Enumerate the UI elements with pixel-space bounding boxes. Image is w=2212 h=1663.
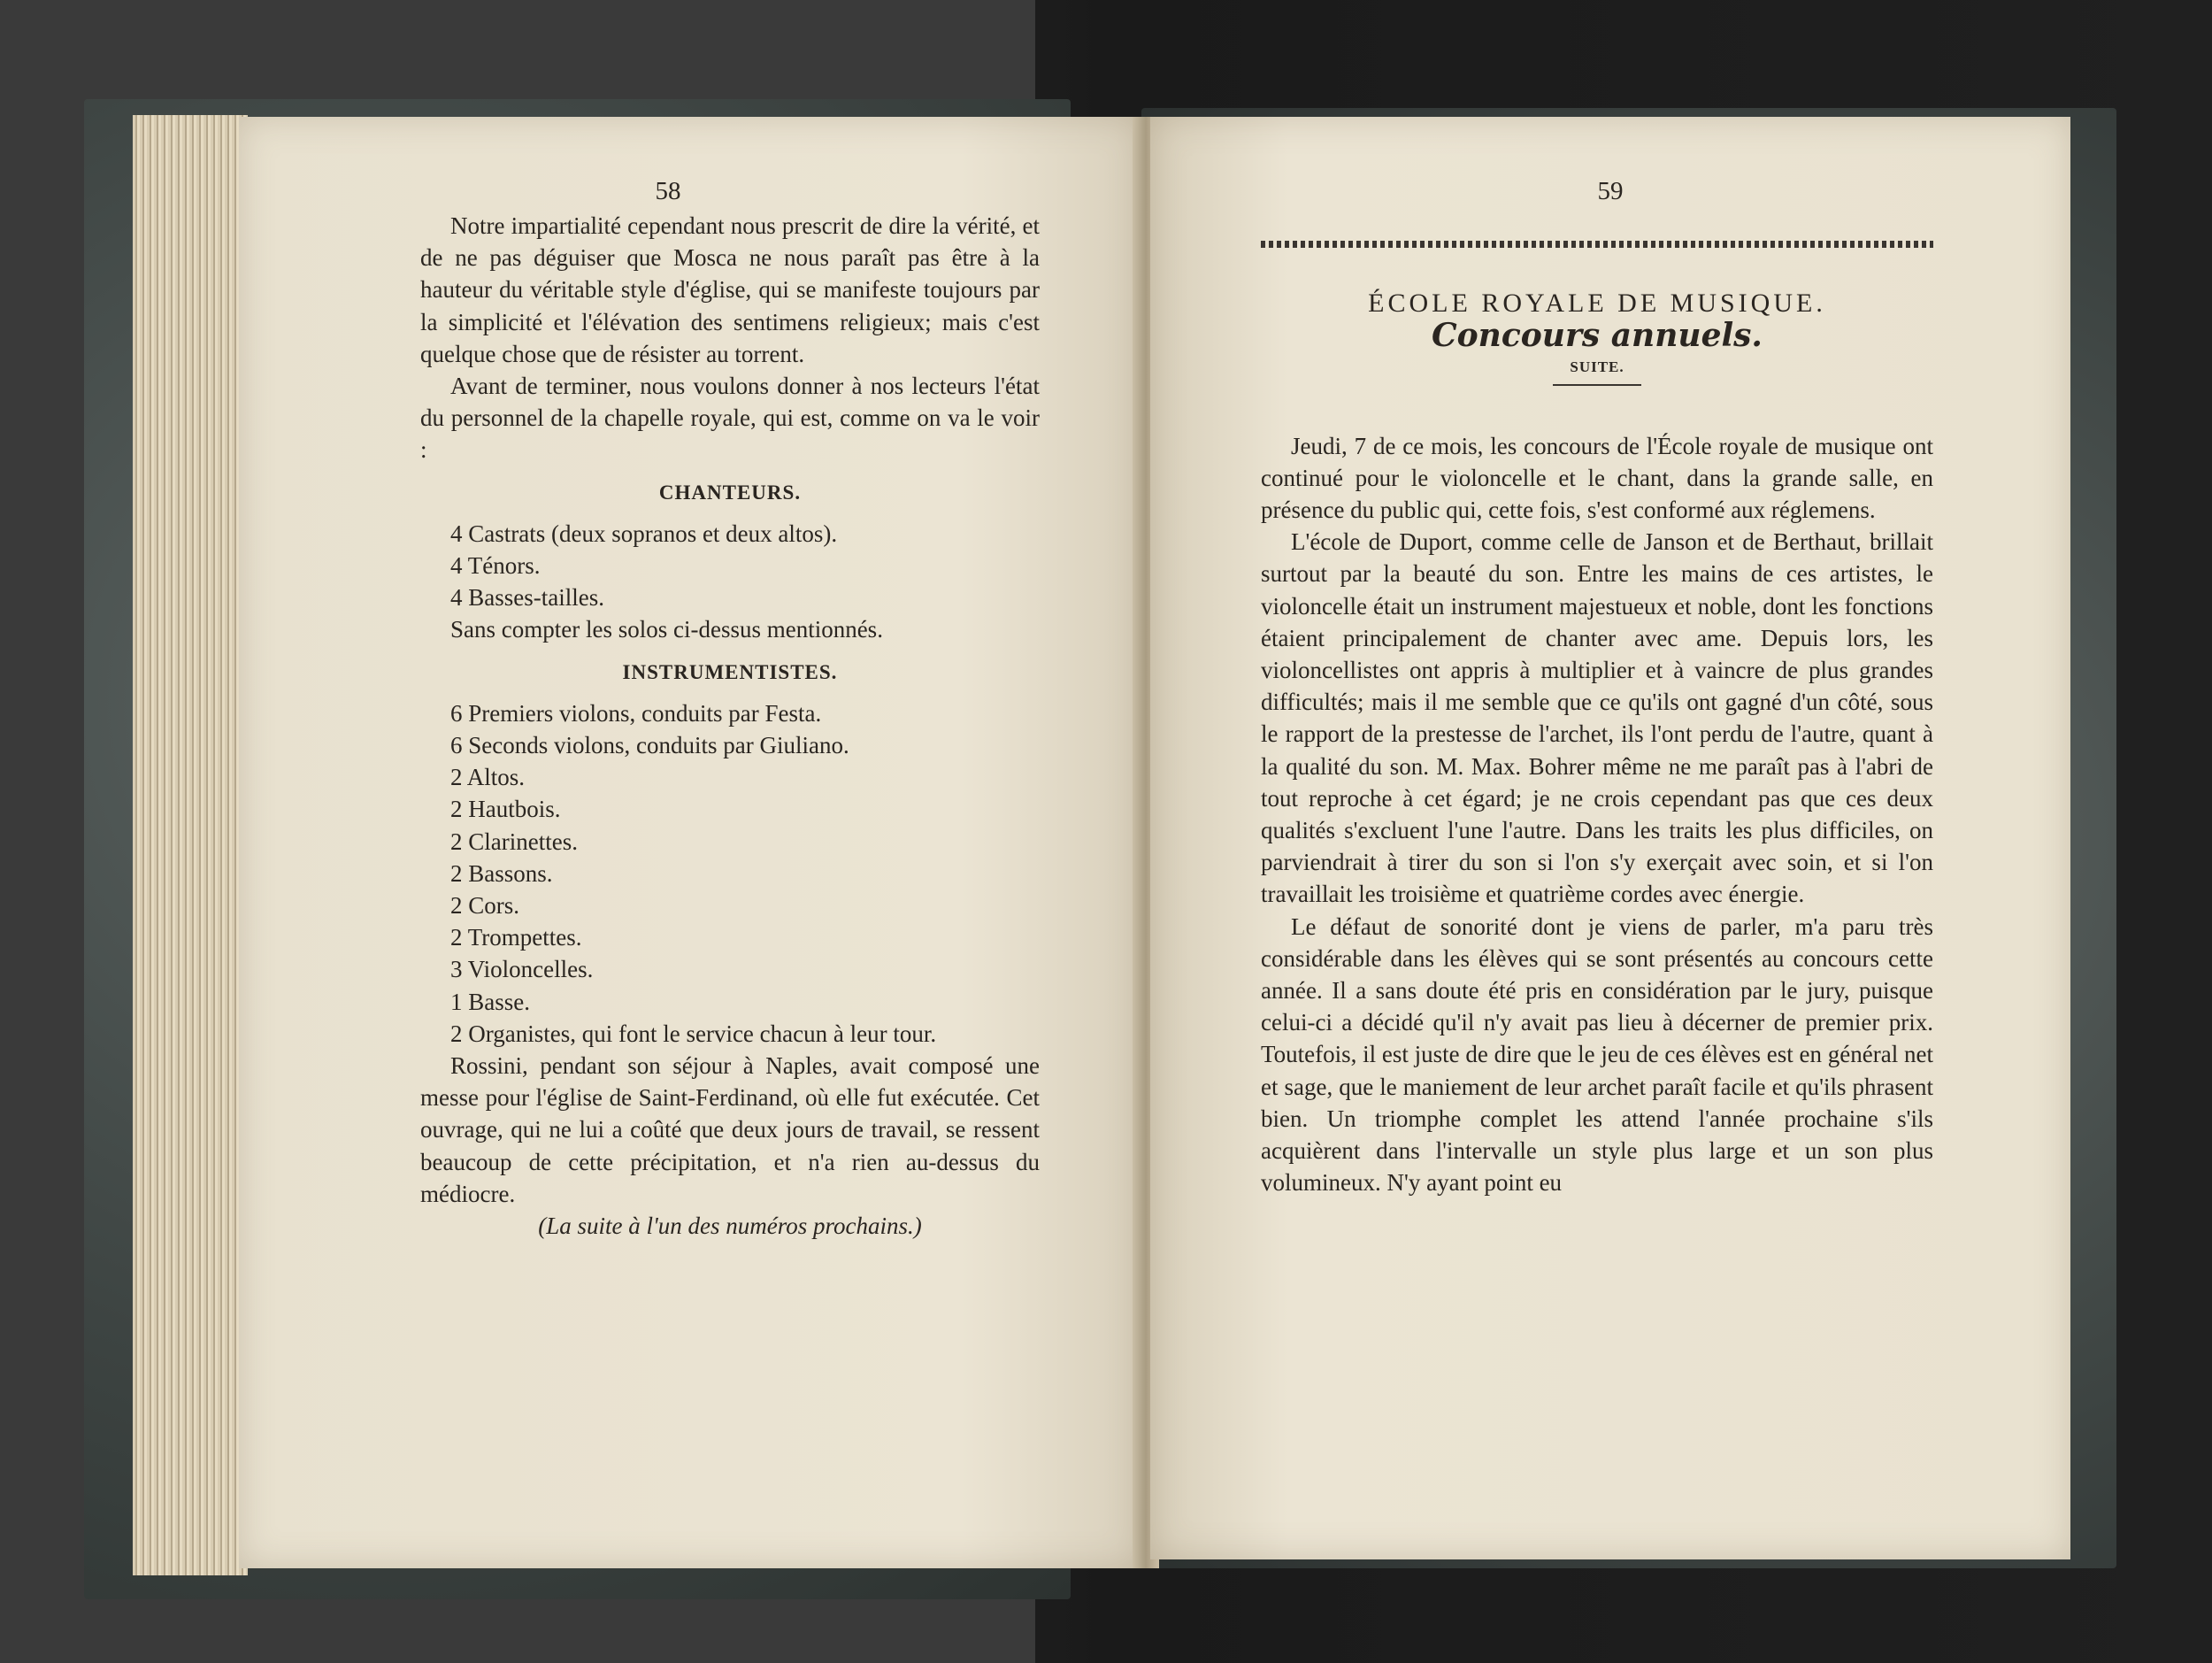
instrumentistes-item: 2 Clarinettes. xyxy=(450,828,578,855)
paragraph: Jeudi, 7 de ce mois, les concours de l'École royale de musique ont continué pour le violoncelle et le chant, dans la grande salle, en présence du public qui, cette fois, s'est conformé aux réglemens. xyxy=(1261,432,1933,524)
chanteurs-item: 4 Basses-tailles. xyxy=(450,584,604,612)
instrumentistes-item: 2 Bassons. xyxy=(450,859,553,887)
instrumentistes-item: 3 Violoncelles. xyxy=(450,956,594,983)
instrumentistes-heading: INSTRUMENTISTES. xyxy=(622,660,838,683)
instrumentistes-item: 2 Cors. xyxy=(450,892,520,920)
chanteurs-item: 4 Ténors. xyxy=(450,552,541,580)
continuation-note: (La suite à l'un des numéros prochains.) xyxy=(538,1213,922,1240)
chanteurs-heading: CHANTEURS. xyxy=(658,481,802,504)
chanteurs-item: 4 Castrats (deux sopranos et deux altos). xyxy=(450,520,838,547)
intro-paragraph: Notre impartialité cependant nous prescrit de dire la vérité, et de ne pas déguiser que Mosca ne nous paraît pas être à la hauteur du véritable style d'église, qui se manifeste toujours par la simplicité et l'élévation des sentimens religieux; mais c'est quelque chose que de résister au torrent. xyxy=(420,212,1040,367)
right-page-text xyxy=(1261,241,1933,1198)
instrumentistes-item: 6 Seconds violons, conduits par Giuliano. xyxy=(450,732,849,759)
page-number-left: 58 xyxy=(655,177,681,205)
instrumentistes-item: 2 Trompettes. xyxy=(450,924,582,951)
page-edges xyxy=(133,115,248,1575)
instrumentistes-item: 2 Organistes, qui font le service chacun à leur tour. xyxy=(450,1020,937,1047)
instrumentistes-item: 2 Hautbois. xyxy=(450,796,561,823)
right-page xyxy=(1150,117,2070,1559)
section-subheading: Concours annuels. xyxy=(1432,317,1763,355)
chanteurs-item: Sans compter les solos ci-dessus mentionnés. xyxy=(450,616,883,643)
left-page-text xyxy=(420,210,1040,1242)
instrumentistes-item: 6 Premiers violons, conduits par Festa. xyxy=(450,699,822,727)
left-page xyxy=(239,117,1141,1568)
section-heading: ÉCOLE ROYALE DE MUSIQUE. xyxy=(1368,289,1826,318)
paragraph: L'école de Duport, comme celle de Janson et de Berthaut, brillait surtout par la beauté du son. Entre les mains de ces artistes, le violoncelle était un instrument majestueux et noble, dont les fonctions étaient principalement de chanter avec ame. Depuis lors, les violoncellistes ont appris à multiplier et à vaincre de plus grandes difficultés; mais il me semble que ce qu'ils ont gagné d'un côté, sous le rapport de la prestesse de l'archet, ils l'ont perdu de l'autre, quant à la qualité du son. M. Max. Bohrer même ne me paraît pas à l'abri de tout reproche à cet égard; je ne crois cependant pas que ces deux qualités s'excluent l'une l'autre. Dans les traits les plus difficiles, on parviendrait à tirer du son si l'on s'y exerçait avec soin, et si l'on travaillait les troisième et quatrième cordes avec énergie. xyxy=(1261,528,1933,908)
section-divider xyxy=(1553,384,1641,386)
page-number-right: 59 xyxy=(1597,177,1624,205)
paragraph: Le défaut de sonorité dont je viens de parler, m'a paru très considérable dans les élèves qui se sont présentés au concours cette année. Il a sans doute été pris en considération par le jury, puisque celui-ci a décidé qu'il n'y avait pas lieu à décerner de premier prix. Toutefois, il est juste de dire que le jeu de ces élèves est en général net et sage, que le maniement de leur archet paraît facile et qu'ils phrasent bien. Un triomphe complet les attend l'année prochaine s'ils acquièrent dans l'intervalle un style plus large et un son plus volumineux. N'y ayant point eu xyxy=(1261,912,1933,1197)
second-paragraph: Avant de terminer, nous voulons donner à nos lecteurs l'état du personnel de la chapelle royale, qui est, comme on va le voir : xyxy=(420,373,1040,464)
suite-label: SUITE. xyxy=(1570,358,1624,376)
header-rule xyxy=(1261,241,1933,248)
rossini-paragraph: Rossini, pendant son séjour à Naples, avait composé une messe pour l'église de Saint-Ferdinand, où elle fut exécutée. Cet ouvrage, qui ne lui a coûté que deux jours de travail, se ressent beaucoup de cette précipitation, et n'a rien au-dessus du médiocre. xyxy=(420,1052,1040,1207)
instrumentistes-item: 2 Altos. xyxy=(450,764,526,791)
instrumentistes-item: 1 Basse. xyxy=(450,988,530,1015)
